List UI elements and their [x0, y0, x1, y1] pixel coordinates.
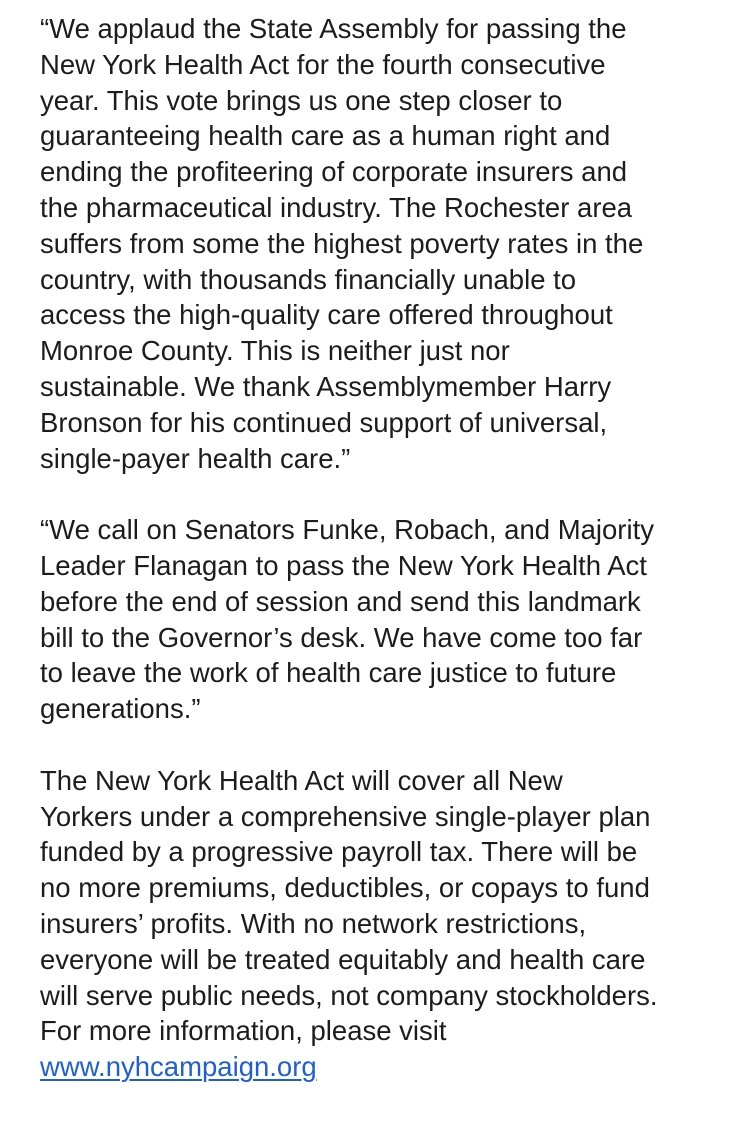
text-line: no more premiums, deductibles, or copays to fund	[40, 872, 650, 904]
text-line: “We applaud the State Assembly for passing the	[40, 13, 627, 44]
quote-paragraph-assembly	[40, 11, 720, 476]
text-line: The New York Health Act will cover all New	[40, 764, 563, 796]
text-line: New York Health Act for the fourth consecutive	[40, 48, 606, 80]
text-line: insurers’ profits. With no network restrictions,	[40, 907, 587, 939]
text-line: generations.”	[40, 693, 201, 725]
text-line: country, with thousands financially unable to	[40, 263, 577, 295]
text-line: access the high-quality care offered throughout	[40, 299, 613, 331]
text-line: bill to the Governor’s desk. We have come too far	[40, 621, 643, 653]
text-line: Monroe County. This is neither just nor	[40, 335, 510, 367]
press-release-body	[40, 11, 720, 1121]
text-line: Bronson for his continued support of universal,	[40, 406, 608, 438]
text-line: Leader Flanagan to pass the New York Health Act	[40, 549, 647, 581]
text-line: to leave the work of health care justice to future	[40, 657, 617, 689]
quote-paragraph-senate	[40, 512, 720, 727]
text-line: “We call on Senators Funke, Robach, and Majority	[40, 514, 654, 546]
text-line: Yorkers under a comprehensive single-player plan	[40, 800, 651, 832]
campaign-link-line	[40, 1049, 720, 1085]
info-paragraph	[40, 763, 720, 1085]
text-line: everyone will be treated equitably and health care	[40, 943, 646, 975]
text-line: For more information, please visit	[40, 1015, 447, 1047]
text-line: the pharmaceutical industry. The Rochester area	[40, 191, 633, 223]
text-line: ending the profiteering of corporate insurers and	[40, 156, 628, 188]
text-line: sustainable. We thank Assemblymember Harry	[40, 370, 612, 402]
campaign-website-link[interactable]: www.nyhcampaign.org	[40, 1051, 317, 1083]
text-line: suffers from some the highest poverty rates in the	[40, 227, 644, 259]
text-line: will serve public needs, not company stockholders.	[40, 979, 658, 1011]
text-line: before the end of session and send this landmark	[40, 585, 641, 617]
text-line: funded by a progressive payroll tax. There will be	[40, 836, 638, 868]
text-line: year. This vote brings us one step closer to	[40, 84, 563, 116]
text-line: guaranteeing health care as a human right and	[40, 120, 611, 152]
text-line: single-payer health care.”	[40, 442, 351, 474]
